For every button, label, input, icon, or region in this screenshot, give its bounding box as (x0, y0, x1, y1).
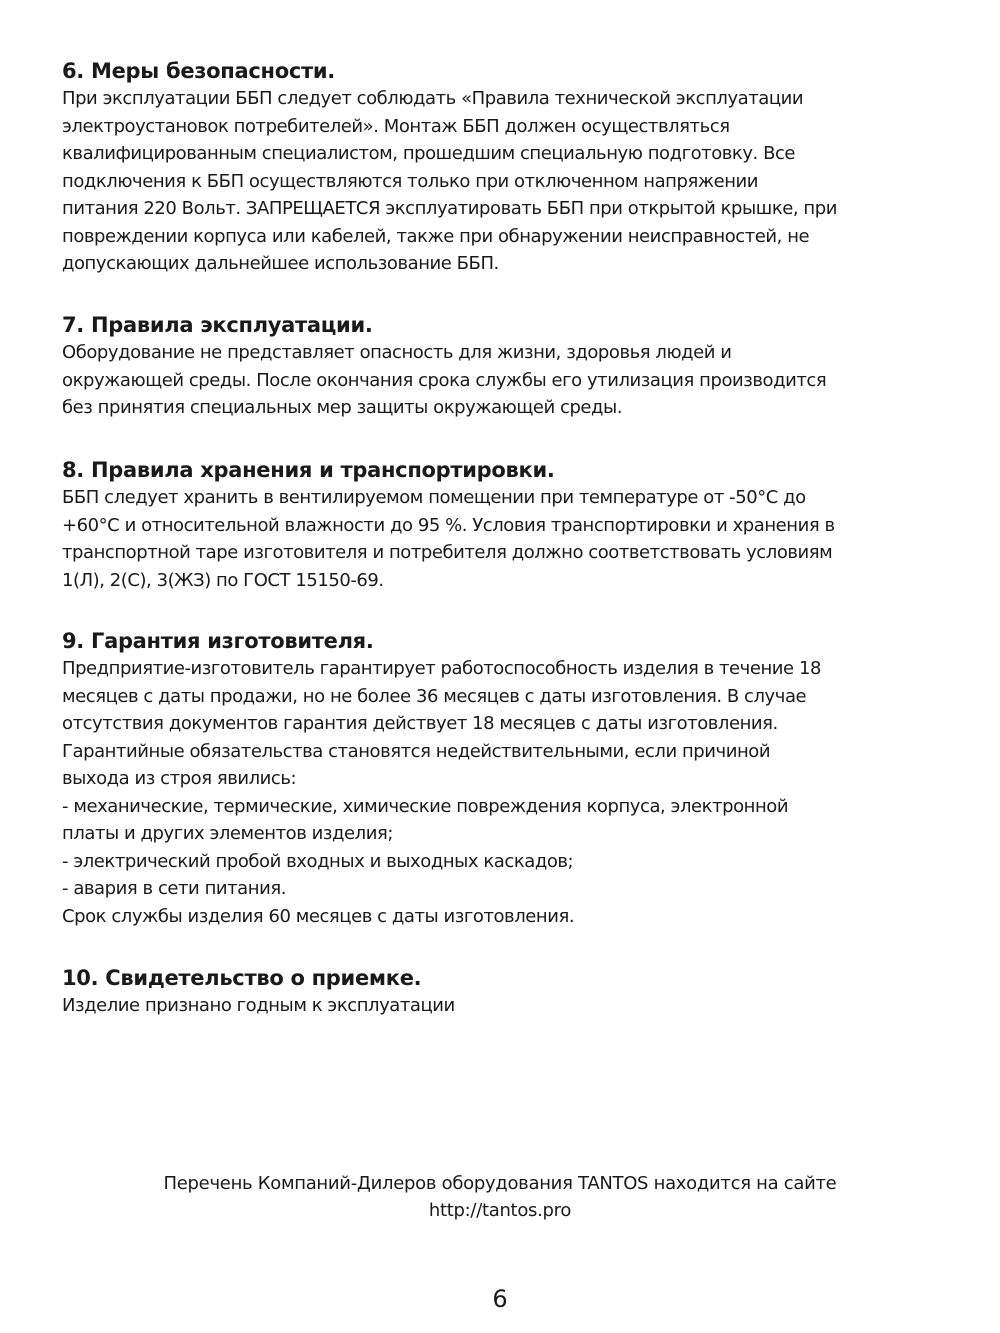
paragraph-line: месяцев с даты продажи, но не более 36 месяцев с даты изготовления. В случае (62, 685, 807, 707)
paragraph-line: Срок службы изделия 60 месяцев с даты изготовления. (62, 905, 575, 927)
paragraph-line: - электрический пробой входных и выходных каскадов; (62, 850, 574, 872)
page-number: 6 (492, 1285, 508, 1313)
section-safety-measures (62, 58, 942, 278)
section-operation-rules (62, 312, 942, 422)
paragraph-line: платы и других элементов изделия; (62, 823, 393, 844)
paragraph-line: электроустановок потребителей». Монтаж ББП должен осуществляться (62, 115, 730, 137)
dealers-notice (0, 1170, 1000, 1224)
paragraph-line: без принятия специальных мер защиты окружающей среды. (62, 397, 623, 418)
section-title: 8. Правила хранения и транспортировки. (62, 458, 555, 482)
paragraph-line: Гарантийные обязательства становятся недействительными, если причиной (62, 740, 771, 762)
website-link[interactable]: http://tantos.pro (428, 1200, 572, 1221)
paragraph-line: допускающих дальнейшее использование ББП. (62, 253, 499, 274)
paragraph-line: повреждении корпуса или кабелей, также при обнаружении неисправностей, не (62, 225, 810, 247)
dealers-text: Перечень Компаний-Дилеров оборудования TANTOS находится на сайте (163, 1173, 837, 1194)
paragraph-line: Изделие признано годным к эксплуатации (62, 995, 455, 1016)
paragraph-line: квалифицированным специалистом, прошедшим специальную подготовку. Все (62, 143, 796, 164)
paragraph-line: Оборудование не представляет опасность для жизни, здоровья людей и (62, 342, 732, 363)
section-title: 10. Свидетельство о приемке. (62, 966, 422, 990)
paragraph-line: окружающей среды. После окончания срока службы его утилизация производится (62, 369, 827, 391)
paragraph-line: +60°С и относительной влажности до 95 %. Условия транспортировки и хранения в (62, 514, 835, 536)
paragraph-line: подключения к ББП осуществляются только при отключенном напряжении (62, 170, 759, 192)
paragraph-line: транспортной таре изготовителя и потребителя должно соответствовать условиям (62, 542, 833, 563)
section-storage-transport (62, 457, 942, 594)
section-title: 6. Меры безопасности. (62, 59, 335, 83)
paragraph-line: ББП следует хранить в вентилируемом помещении при температуре от -50°С до (62, 487, 806, 508)
paragraph-line: отсутствия документов гарантия действует 18 месяцев с даты изготовления. (62, 713, 778, 734)
paragraph-line: 1(Л), 2(С), 3(ЖЗ) по ГОСТ 15150-69. (62, 569, 384, 591)
paragraph-line: выхода из строя явились: (62, 768, 297, 789)
paragraph-line: - авария в сети питания. (62, 878, 286, 899)
paragraph-line: - механические, термические, химические повреждения корпуса, электронной (62, 795, 789, 817)
section-title: 7. Правила эксплуатации. (62, 313, 373, 337)
paragraph-line: питания 220 Вольт. ЗАПРЕЩАЕТСЯ эксплуатировать ББП при открытой крышке, при (62, 198, 837, 219)
section-warranty (62, 628, 942, 930)
paragraph-line: Предприятие-изготовитель гарантирует работоспособность изделия в течение 18 (62, 658, 821, 679)
paragraph-line: При эксплуатации ББП следует соблюдать «Правила технической эксплуатации (62, 88, 804, 109)
section-acceptance-certificate (62, 965, 942, 1020)
section-title: 9. Гарантия изготовителя. (62, 629, 374, 653)
